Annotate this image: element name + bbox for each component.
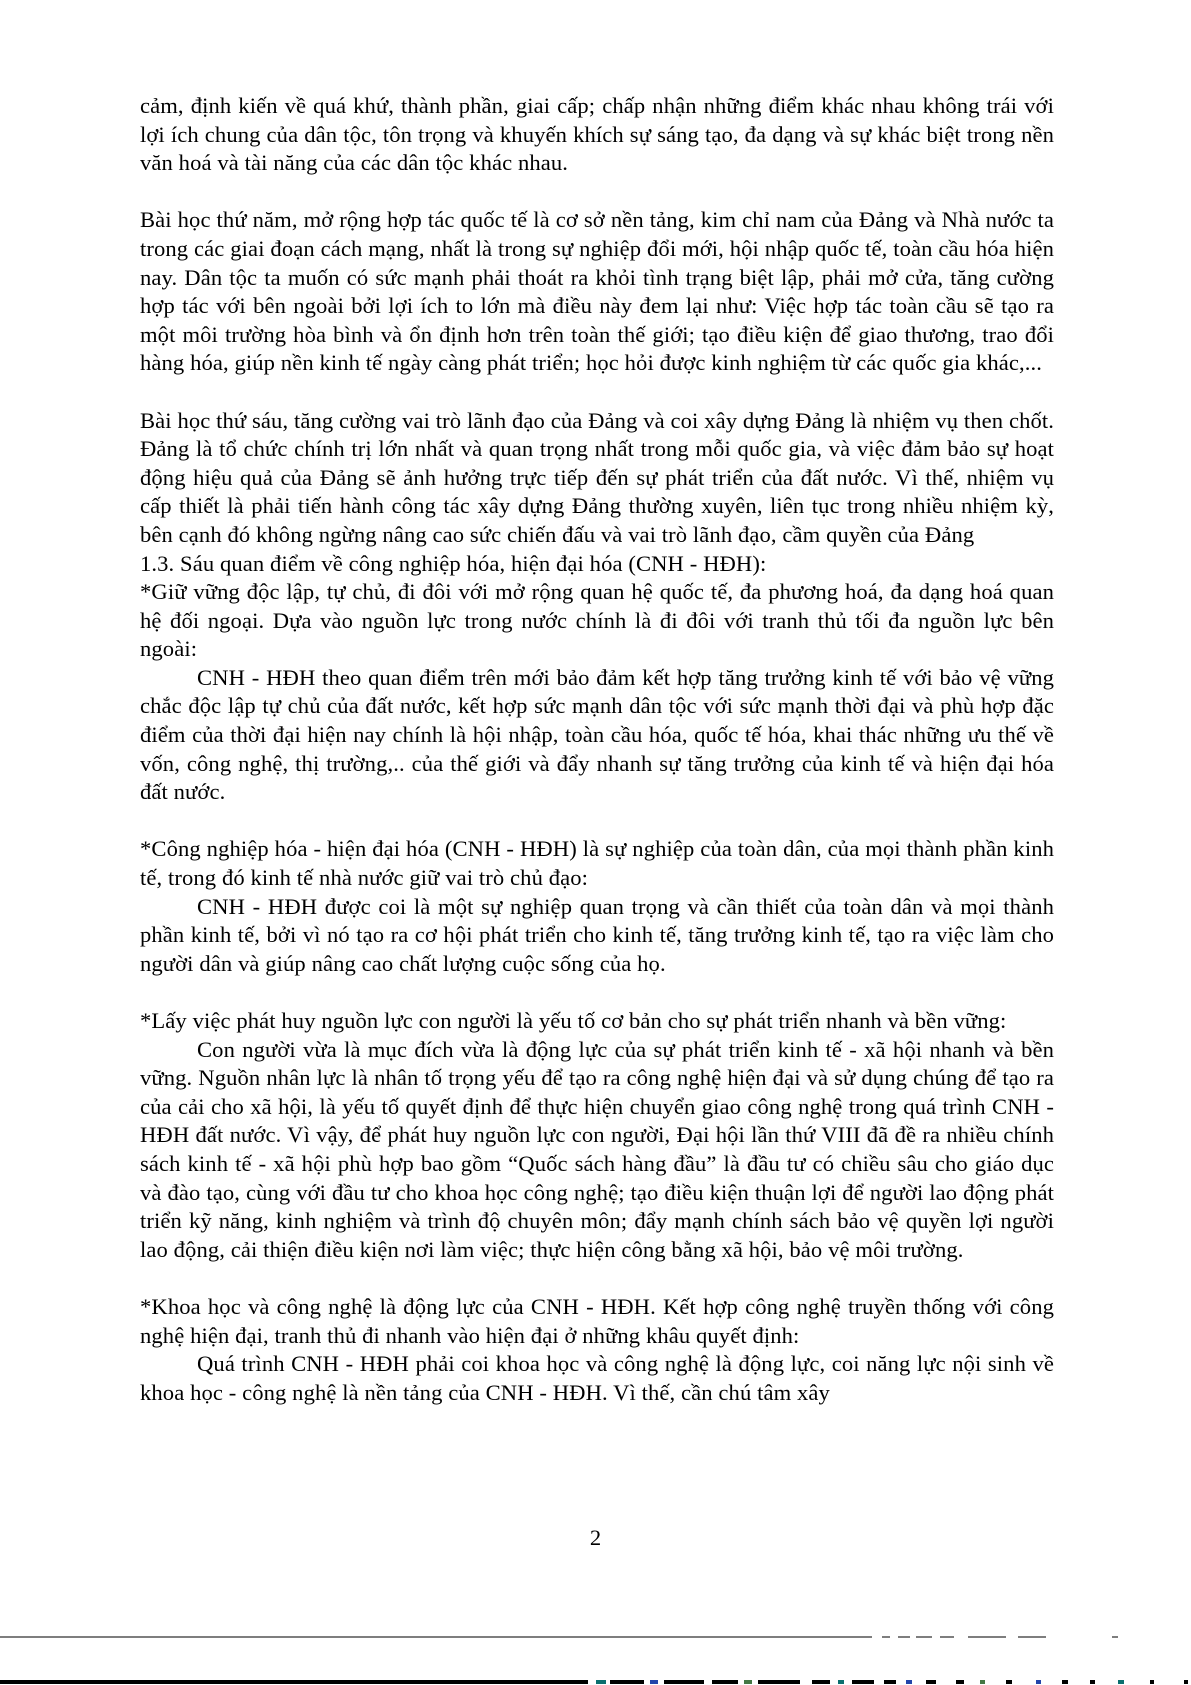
paragraph: Quá trình CNH - HĐH phải coi khoa học và công nghệ là động lực, coi năng lực nội sinh về khoa học - công nghệ là nền tảng của CNH - HĐH. Vì thế, cần chú tâm xây [140, 1351, 1054, 1405]
page-number: 2 [589, 1525, 602, 1550]
paragraph: *Giữ vững độc lập, tự chủ, đi đôi với mở rộng quan hệ quốc tế, đa phương hoá, đa dạng hoá quan hệ đối ngoại. Dựa vào nguồn lực trong nước chính là đi đôi với tranh thủ tối đa nguồn lực bên ngoài: [140, 579, 1054, 662]
paragraph: *Lấy việc phát huy nguồn lực con người là yếu tố cơ bản cho sự phát triển nhanh và bền vững: [140, 1008, 1007, 1033]
paragraph: CNH - HĐH được coi là một sự nghiệp quan trọng và cần thiết của toàn dân và mọi thành phần kinh tế, bởi vì nó tạo ra cơ hội phát triển cho kinh tế, tăng trưởng kinh tế, tạo ra việc làm cho người dân và giúp nâng cao chất lượng cuộc sống của họ. [140, 893, 1054, 976]
page-divider-line [0, 1636, 1191, 1638]
paragraph: *Khoa học và công nghệ là động lực của CNH - HĐH. Kết hợp công nghệ truyền thống với công nghệ hiện đại, tranh thủ đi nhanh vào hiện đại ở những khâu quyết định: [140, 1293, 1054, 1348]
paragraph: 1.3. Sáu quan điểm về công nghiệp hóa, hiện đại hóa (CNH - HĐH): [140, 550, 767, 576]
paragraph: Bài học thứ năm, mở rộng hợp tác quốc tế là cơ sở nền tảng, kim chỉ nam của Đảng và Nhà nước ta trong các giai đoạn cách mạng, nhất là trong sự nghiệp đổi mới, hội nhập quốc tế, toàn cầu hóa hiện nay. Dân tộc ta muốn có sức mạnh phải thoát ra khỏi tình trạng biệt lập, phải mở cửa, tăng cường hợp tác với bên ngoài bởi lợi ích to lớn mà điều này đem lại như: Việc hợp tác toàn cầu sẽ tạo ra một môi trường hòa bình và ổn định hơn trên toàn thế giới; tạo điều kiện để giao thương, trao đổi hàng hóa, giúp nền kinh tế ngày càng phát triển; học hỏi được kinh nghiệm từ các quốc gia khác,... [140, 207, 1054, 376]
paragraph: CNH - HĐH theo quan điểm trên mới bảo đảm kết hợp tăng trưởng kinh tế với bảo vệ vững chắc độc lập tự chủ của đất nước, kết hợp sức mạnh dân tộc với sức mạnh thời đại và phù hợp đặc điểm của thời đại hiện nay chính là hội nhập, toàn cầu hóa, quốc tế hóa, khai thác những ưu thế về vốn, công nghệ, thị trường,.. của thế giới và đẩy nhanh sự tăng trưởng của kinh tế và hiện đại hóa đất nước. [140, 664, 1054, 805]
paragraph: Con người vừa là mục đích vừa là động lực của sự phát triển kinh tế - xã hội nhanh và bền vững. Nguồn nhân lực là nhân tố trọng yếu để tạo ra công nghệ hiện đại và sử dụng chúng để tạo ra của cải cho xã hội, là yếu tố quyết định để thực hiện chuyển giao công nghệ trong quá trình CNH - HĐH đất nước. Vì vậy, để phát huy nguồn lực con người, Đại hội lần thứ VIII đã đề ra nhiều chính sách kinh tế - xã hội phù hợp bao gồm “Quốc sách hàng đầu” là đầu tư có chiều sâu cho giáo dục và đào tạo, cùng với đầu tư cho khoa học công nghệ; tạo điều kiện thuận lợi để người lao động phát triển kỹ năng, kinh nghiệm và trình độ chuyên môn; đẩy mạnh chính sách bảo vệ quyền lợi người lao động, cải thiện điều kiện nơi làm việc; thực hiện công bằng xã hội, bảo vệ môi trường. [140, 1036, 1054, 1262]
bottom-edge-bar [0, 1680, 1191, 1685]
document-text [140, 92, 1054, 1407]
paragraph: Bài học thứ sáu, tăng cường vai trò lãnh đạo của Đảng và coi xây dựng Đảng là nhiệm vụ then chốt. Đảng là tổ chức chính trị lớn nhất và quan trọng nhất trong mỗi quốc gia, và việc đảm bảo sự hoạt động hiệu quả của Đảng sẽ ảnh hưởng trực tiếp đến sự phát triển của đất nước. Vì thế, nhiệm vụ cấp thiết là phải tiến hành công tác xây dựng Đảng thường xuyên, liên tục trong nhiều nhiệm kỳ, bên cạnh đó không ngừng nâng cao sức chiến đấu và vai trò lãnh đạo, cầm quyền của Đảng [140, 407, 1054, 547]
paragraph: *Công nghiệp hóa - hiện đại hóa (CNH - HĐH) là sự nghiệp của toàn dân, của mọi thành phần kinh tế, trong đó kinh tế nhà nước giữ vai trò chủ đạo: [140, 836, 1054, 891]
paragraph: cảm, định kiến về quá khứ, thành phần, giai cấp; chấp nhận những điểm khác nhau không trái với lợi ích chung của dân tộc, tôn trọng và khuyến khích sự sáng tạo, đa dạng và sự khác biệt trong nền văn hoá và tài năng của các dân tộc khác nhau. [140, 93, 1054, 176]
